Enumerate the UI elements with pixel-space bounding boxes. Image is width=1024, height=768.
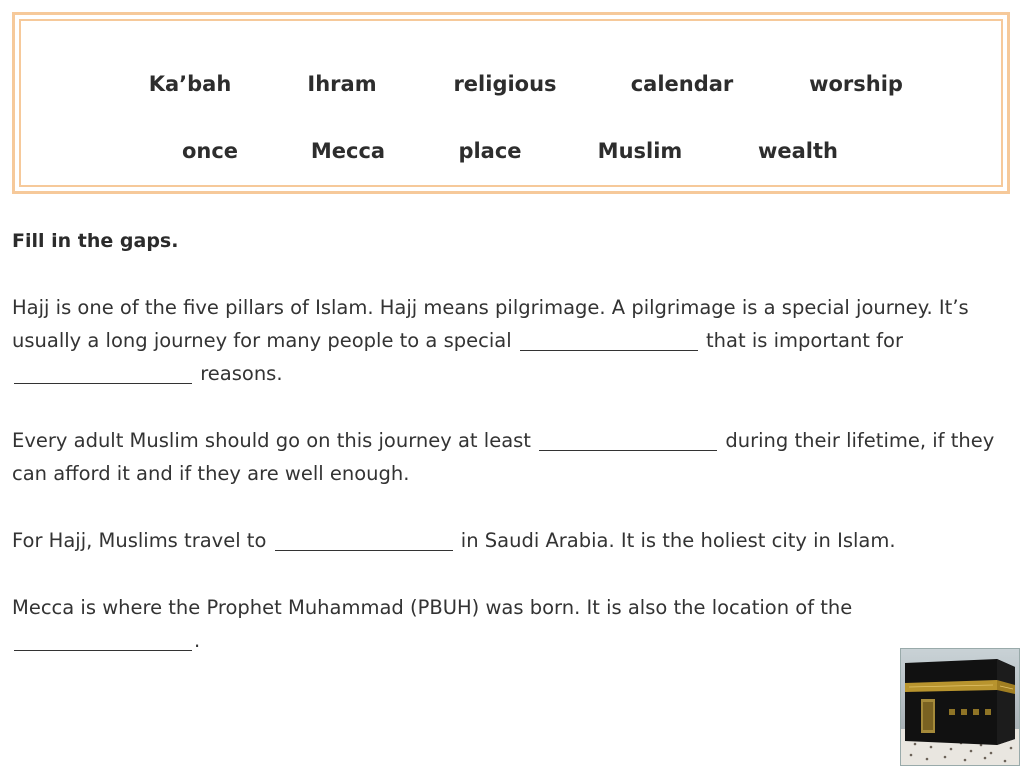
paragraph-pilgrimage [12, 291, 1012, 390]
word-once: once [181, 139, 239, 163]
p2-text-1: Every adult Muslim should go on this journey at least [12, 429, 531, 452]
kaaba-illustration [901, 649, 1019, 765]
word-muslim: Muslim [597, 139, 683, 163]
word-ihram: Ihram [307, 72, 377, 96]
kaaba-photo [900, 648, 1020, 766]
p2-text-2: during their lifetime, if they can afford it and if they are well enough. [12, 429, 995, 485]
p4-text-1: Mecca is where the Prophet Muhammad (PBUH) was born. It is also the location of the [12, 596, 853, 619]
instructions-heading: Fill in the gaps. [12, 230, 179, 252]
word-mecca: Mecca [310, 139, 386, 163]
word-worship: worship [809, 72, 903, 96]
word-place: place [458, 139, 522, 163]
gap-blank-4[interactable] [275, 528, 453, 551]
word-religious: religious [453, 72, 557, 96]
p1-text-3: reasons. [200, 362, 283, 385]
word-kabah: Ka’bah [148, 72, 232, 96]
p1-text-1: Hajj is one of the five pillars of Islam. Hajj means pilgrimage. A pilgrimage is a special journey. It’s usually a long journey for many people to a special [12, 296, 969, 352]
gap-blank-3[interactable] [539, 428, 717, 451]
paragraph-travel [12, 524, 1012, 557]
word-bank-box [12, 12, 1010, 194]
gap-blank-1[interactable] [520, 328, 698, 351]
p3-text-2: in Saudi Arabia. It is the holiest city in Islam. [460, 529, 896, 552]
word-calendar: calendar [630, 72, 734, 96]
gap-blank-5[interactable] [14, 628, 192, 651]
p1-text-2: that is important for [706, 329, 903, 352]
paragraph-mecca-location [12, 591, 912, 657]
gap-blank-2[interactable] [14, 361, 192, 384]
p3-text-1: For Hajj, Muslims travel to [12, 529, 267, 552]
paragraph-adult-muslim [12, 424, 1012, 490]
p4-text-2: . [194, 629, 201, 652]
word-wealth: wealth [757, 139, 839, 163]
